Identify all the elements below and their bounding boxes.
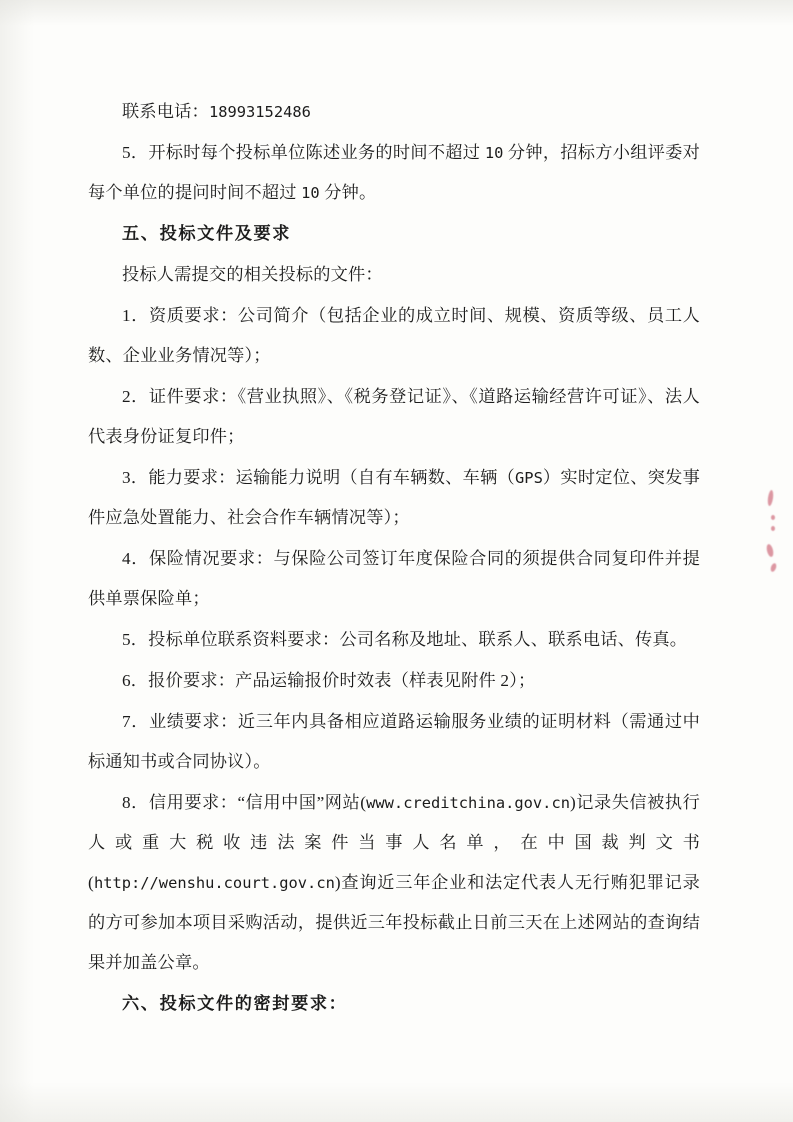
paragraph-req-4-insurance: 4．保险情况要求：与保险公司签订年度保险合同的须提供合同复印件并提供单票保险单；: [88, 549, 700, 608]
paragraph-req-3-capability: 3．能力要求：运输能力说明（自有车辆数、车辆（GPS）实时定位、突发事件应急处置能力、社会合作车辆情况等）；: [88, 468, 700, 527]
heading-section-six: 六、投标文件的密封要求：: [122, 994, 348, 1013]
paragraph-item-5-presentation-time: 5．开标时每个投标单位陈述业务的时间不超过 10 分钟，招标方小组评委对每个单位的提问时间不超过 10 分钟。: [88, 143, 700, 202]
paragraph-req-5-contact-info: 5．投标单位联系资料要求：公司名称及地址、联系人、联系电话、传真。: [122, 630, 688, 649]
document-body: [88, 92, 700, 1025]
paragraph-intro-required-documents: 投标人需提交的相关投标的文件：: [122, 265, 383, 284]
paragraph-req-6-quotation: 6．报价要求：产品运输报价时效表（样表见附件 2）；: [122, 671, 536, 690]
heading-section-five: 五、投标文件及要求: [122, 224, 292, 243]
paragraph-req-1-qualification: 1．资质要求：公司简介（包括企业的成立时间、规模、资质等级、员工人数、企业业务情况等）；: [88, 306, 700, 365]
paragraph-req-7-performance: 7．业绩要求：近三年内具备相应道路运输服务业绩的证明材料（需通过中标通知书或合同协议）。: [88, 712, 700, 771]
paragraph-req-2-certificates: 2．证件要求：《营业执照》、《税务登记证》、《道路运输经营许可证》、法人代表身份证复印件；: [88, 387, 700, 446]
paragraph-req-8-credit: 8．信用要求：“信用中国”网站(www.creditchina.gov.cn)记录失信被执行人或重大税收违法案件当事人名单，在中国裁判文书(http://wenshu.court.gov.cn)查询近三年企业和法定代表人无行贿犯罪记录的方可参加本项目采购活动，提供近三年投标截止日前三天在上述网站的查询结果并加盖公章。: [88, 793, 700, 972]
paragraph-contact-phone: 联系电话：18993152486: [122, 102, 311, 121]
